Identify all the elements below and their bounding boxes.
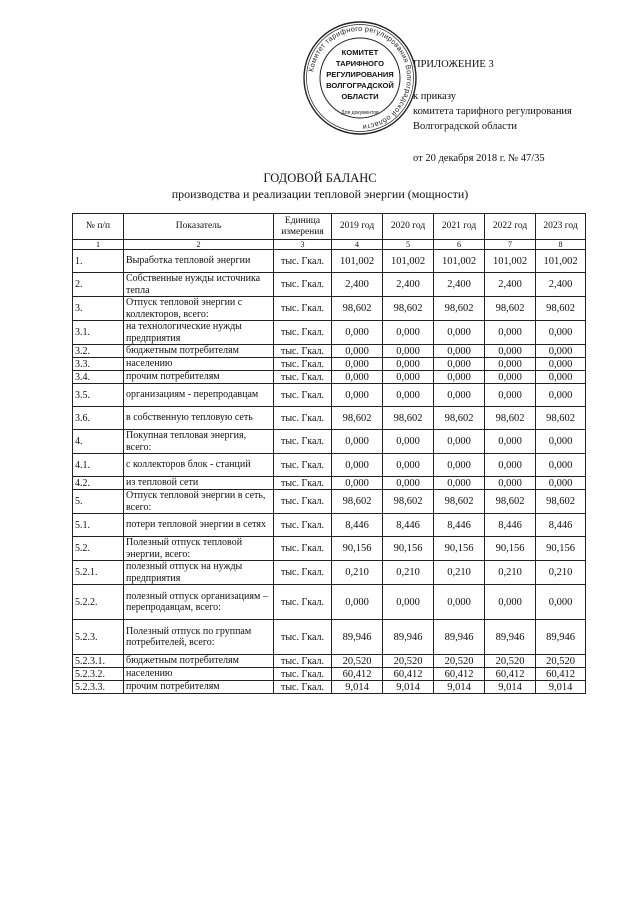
unit-cell: тыс. Гкал. <box>274 430 332 454</box>
value-cell: 90,156 <box>536 537 586 561</box>
value-cell: 0,000 <box>383 454 434 477</box>
stamp-line-5: ОБЛАСТИ <box>341 92 379 101</box>
value-cell: 0,000 <box>434 430 485 454</box>
unit-cell: тыс. Гкал. <box>274 250 332 273</box>
value-cell: 0,000 <box>485 358 536 371</box>
table-row <box>73 250 586 273</box>
value-cell: 0,000 <box>485 321 536 345</box>
row-number: 3.2. <box>73 345 124 358</box>
value-cell: 0,000 <box>536 384 586 407</box>
row-number: 3.3. <box>73 358 124 371</box>
order-reference: к приказу <box>413 91 456 102</box>
row-number: 2. <box>73 273 124 297</box>
row-number: 3.1. <box>73 321 124 345</box>
value-cell: 9,014 <box>383 681 434 694</box>
header-indicator: Показатель <box>124 214 274 240</box>
value-cell: 60,412 <box>383 668 434 681</box>
value-cell: 2,400 <box>536 273 586 297</box>
indicator-name: населению <box>124 358 274 371</box>
table-body <box>73 250 586 694</box>
row-number: 5.2. <box>73 537 124 561</box>
unit-cell: тыс. Гкал. <box>274 454 332 477</box>
indicator-name: полезный отпуск на нужды предприятия <box>124 561 274 585</box>
value-cell: 0,000 <box>485 585 536 620</box>
header-row <box>73 214 586 240</box>
row-number: 3.5. <box>73 384 124 407</box>
value-cell: 8,446 <box>434 514 485 537</box>
value-cell: 60,412 <box>536 668 586 681</box>
row-number: 5.2.1. <box>73 561 124 585</box>
row-number: 5.2.2. <box>73 585 124 620</box>
value-cell: 0,000 <box>536 371 586 384</box>
heat-balance-table <box>72 213 586 694</box>
row-number: 5.2.3.2. <box>73 668 124 681</box>
value-cell: 98,602 <box>332 407 383 430</box>
row-number: 4.2. <box>73 477 124 490</box>
value-cell: 0,000 <box>536 321 586 345</box>
value-cell: 0,000 <box>383 384 434 407</box>
indicator-name: Отпуск тепловой энергии с коллекторов, всего: <box>124 297 274 321</box>
column-number: 3 <box>274 240 332 250</box>
table-row <box>73 585 586 620</box>
value-cell: 9,014 <box>332 681 383 694</box>
value-cell: 98,602 <box>536 407 586 430</box>
document-title <box>0 170 640 202</box>
indicator-name: бюджетным потребителям <box>124 345 274 358</box>
stamp-line-3: РЕГУЛИРОВАНИЯ <box>326 70 394 79</box>
official-stamp <box>302 20 418 136</box>
value-cell: 0,000 <box>485 477 536 490</box>
indicator-name: прочим потребителям <box>124 681 274 694</box>
value-cell: 0,000 <box>485 430 536 454</box>
stamp-bottom-text: Для документов <box>341 110 379 116</box>
table-row <box>73 273 586 297</box>
unit-cell: тыс. Гкал. <box>274 477 332 490</box>
indicator-name: прочим потребителям <box>124 371 274 384</box>
unit-cell: тыс. Гкал. <box>274 345 332 358</box>
table-row <box>73 430 586 454</box>
row-number: 5. <box>73 490 124 514</box>
value-cell: 0,000 <box>434 454 485 477</box>
value-cell: 2,400 <box>383 273 434 297</box>
value-cell: 0,000 <box>485 384 536 407</box>
stamp-line-1: КОМИТЕТ <box>341 48 379 57</box>
row-number: 5.2.3.3. <box>73 681 124 694</box>
value-cell: 0,210 <box>536 561 586 585</box>
stamp-ring-text: Комитет тарифного регулирования Волгоградской области <box>306 23 415 132</box>
value-cell: 2,400 <box>332 273 383 297</box>
value-cell: 0,000 <box>383 477 434 490</box>
value-cell: 0,000 <box>434 358 485 371</box>
value-cell: 0,000 <box>485 371 536 384</box>
unit-cell: тыс. Гкал. <box>274 384 332 407</box>
unit-cell: тыс. Гкал. <box>274 407 332 430</box>
table-row <box>73 561 586 585</box>
value-cell: 0,000 <box>536 358 586 371</box>
row-number: 1. <box>73 250 124 273</box>
value-cell: 0,000 <box>434 477 485 490</box>
value-cell: 0,000 <box>383 345 434 358</box>
table-row <box>73 668 586 681</box>
committee-name: комитета тарифного регулирования <box>413 106 572 117</box>
title-line-1: ГОДОВОЙ БАЛАНС <box>263 171 377 185</box>
unit-cell: тыс. Гкал. <box>274 561 332 585</box>
row-number: 3. <box>73 297 124 321</box>
header-year-2023: 2023 год <box>536 214 586 240</box>
indicator-name: Полезный отпуск по группам потребителей, всего: <box>124 620 274 655</box>
value-cell: 0,000 <box>536 585 586 620</box>
stamp-line-4: ВОЛГОГРАДСКОЙ <box>326 81 394 90</box>
value-cell: 0,000 <box>536 454 586 477</box>
value-cell: 9,014 <box>485 681 536 694</box>
value-cell: 0,210 <box>434 561 485 585</box>
table-row <box>73 358 586 371</box>
table-row <box>73 490 586 514</box>
unit-cell: тыс. Гкал. <box>274 321 332 345</box>
column-number: 6 <box>434 240 485 250</box>
indicator-name: Собственные нужды источника тепла <box>124 273 274 297</box>
value-cell: 0,210 <box>485 561 536 585</box>
unit-cell: тыс. Гкал. <box>274 537 332 561</box>
unit-cell: тыс. Гкал. <box>274 297 332 321</box>
value-cell: 98,602 <box>485 407 536 430</box>
value-cell: 0,000 <box>536 430 586 454</box>
value-cell: 98,602 <box>485 490 536 514</box>
value-cell: 0,000 <box>332 345 383 358</box>
value-cell: 98,602 <box>383 490 434 514</box>
appendix-label: ПРИЛОЖЕНИЕ 3 <box>413 59 494 70</box>
value-cell: 0,000 <box>332 430 383 454</box>
value-cell: 0,000 <box>485 454 536 477</box>
table-row <box>73 655 586 668</box>
value-cell: 90,156 <box>383 537 434 561</box>
value-cell: 90,156 <box>485 537 536 561</box>
table-row <box>73 321 586 345</box>
title-line-2: производства и реализации тепловой энергии (мощности) <box>171 187 469 201</box>
value-cell: 0,000 <box>332 358 383 371</box>
unit-cell: тыс. Гкал. <box>274 371 332 384</box>
unit-cell: тыс. Гкал. <box>274 585 332 620</box>
value-cell: 0,000 <box>383 430 434 454</box>
approval-block <box>413 57 613 166</box>
indicator-name: населению <box>124 668 274 681</box>
value-cell: 98,602 <box>536 297 586 321</box>
column-number: 8 <box>536 240 586 250</box>
value-cell: 89,946 <box>485 620 536 655</box>
value-cell: 8,446 <box>536 514 586 537</box>
value-cell: 20,520 <box>485 655 536 668</box>
value-cell: 0,000 <box>485 345 536 358</box>
unit-cell: тыс. Гкал. <box>274 273 332 297</box>
value-cell: 98,602 <box>536 490 586 514</box>
table-row <box>73 407 586 430</box>
stamp-line-2: ТАРИФНОГО <box>335 59 385 68</box>
value-cell: 0,000 <box>332 371 383 384</box>
column-number-row <box>73 240 586 250</box>
row-number: 3.6. <box>73 407 124 430</box>
value-cell: 0,000 <box>383 321 434 345</box>
header-year-2021: 2021 год <box>434 214 485 240</box>
value-cell: 98,602 <box>485 297 536 321</box>
row-number: 3.4. <box>73 371 124 384</box>
header-unit: Единица измерения <box>274 214 332 240</box>
value-cell: 98,602 <box>332 297 383 321</box>
indicator-name: из тепловой сети <box>124 477 274 490</box>
unit-cell: тыс. Гкал. <box>274 490 332 514</box>
value-cell: 0,000 <box>332 321 383 345</box>
column-number: 2 <box>124 240 274 250</box>
value-cell: 98,602 <box>332 490 383 514</box>
value-cell: 0,000 <box>434 345 485 358</box>
value-cell: 89,946 <box>536 620 586 655</box>
value-cell: 0,000 <box>383 358 434 371</box>
value-cell: 98,602 <box>383 407 434 430</box>
indicator-name: организациям - перепродавцам <box>124 384 274 407</box>
indicator-name: на технологические нужды предприятия <box>124 321 274 345</box>
unit-cell: тыс. Гкал. <box>274 514 332 537</box>
indicator-name: с коллекторов блок - станций <box>124 454 274 477</box>
unit-cell: тыс. Гкал. <box>274 358 332 371</box>
indicator-name: в собственную тепловую сеть <box>124 407 274 430</box>
value-cell: 9,014 <box>434 681 485 694</box>
value-cell: 101,002 <box>536 250 586 273</box>
table-row <box>73 537 586 561</box>
value-cell: 101,002 <box>485 250 536 273</box>
value-cell: 60,412 <box>485 668 536 681</box>
table-row <box>73 681 586 694</box>
order-date-number: от 20 декабря 2018 г. № 47/35 <box>413 153 545 164</box>
unit-cell: тыс. Гкал. <box>274 620 332 655</box>
indicator-name: Покупная тепловая энергия, всего: <box>124 430 274 454</box>
table-row <box>73 297 586 321</box>
indicator-name: полезный отпуск организациям – перепродавцам, всего: <box>124 585 274 620</box>
region-name: Волгоградской области <box>413 121 518 132</box>
value-cell: 0,210 <box>332 561 383 585</box>
table-row <box>73 345 586 358</box>
value-cell: 0,000 <box>434 585 485 620</box>
value-cell: 2,400 <box>434 273 485 297</box>
value-cell: 0,000 <box>536 477 586 490</box>
value-cell: 20,520 <box>434 655 485 668</box>
value-cell: 0,000 <box>434 371 485 384</box>
header-year-2019: 2019 год <box>332 214 383 240</box>
value-cell: 89,946 <box>383 620 434 655</box>
indicator-name: Отпуск тепловой энергии в сеть, всего: <box>124 490 274 514</box>
value-cell: 98,602 <box>383 297 434 321</box>
column-number: 7 <box>485 240 536 250</box>
value-cell: 0,000 <box>434 384 485 407</box>
row-number: 5.1. <box>73 514 124 537</box>
value-cell: 8,446 <box>332 514 383 537</box>
indicator-name: Выработка тепловой энергии <box>124 250 274 273</box>
value-cell: 0,000 <box>332 454 383 477</box>
value-cell: 20,520 <box>332 655 383 668</box>
header-year-2022: 2022 год <box>485 214 536 240</box>
table-row <box>73 620 586 655</box>
row-number: 4.1. <box>73 454 124 477</box>
value-cell: 90,156 <box>332 537 383 561</box>
unit-cell: тыс. Гкал. <box>274 681 332 694</box>
value-cell: 60,412 <box>434 668 485 681</box>
table-row <box>73 384 586 407</box>
row-number: 5.2.3. <box>73 620 124 655</box>
value-cell: 0,000 <box>434 321 485 345</box>
row-number: 4. <box>73 430 124 454</box>
row-number: 5.2.3.1. <box>73 655 124 668</box>
value-cell: 101,002 <box>383 250 434 273</box>
value-cell: 2,400 <box>485 273 536 297</box>
header-row-number: № п/п <box>73 214 124 240</box>
value-cell: 0,000 <box>332 585 383 620</box>
table-row <box>73 454 586 477</box>
column-number: 1 <box>73 240 124 250</box>
value-cell: 0,000 <box>383 585 434 620</box>
value-cell: 89,946 <box>332 620 383 655</box>
value-cell: 98,602 <box>434 407 485 430</box>
unit-cell: тыс. Гкал. <box>274 668 332 681</box>
value-cell: 20,520 <box>383 655 434 668</box>
table-row <box>73 477 586 490</box>
table-header <box>73 214 586 250</box>
value-cell: 101,002 <box>434 250 485 273</box>
value-cell: 0,000 <box>332 477 383 490</box>
value-cell: 60,412 <box>332 668 383 681</box>
unit-cell: тыс. Гкал. <box>274 655 332 668</box>
value-cell: 9,014 <box>536 681 586 694</box>
column-number: 4 <box>332 240 383 250</box>
value-cell: 98,602 <box>434 490 485 514</box>
indicator-name: потери тепловой энергии в сетях <box>124 514 274 537</box>
indicator-name: Полезный отпуск тепловой энергии, всего: <box>124 537 274 561</box>
value-cell: 101,002 <box>332 250 383 273</box>
value-cell: 8,446 <box>383 514 434 537</box>
column-number: 5 <box>383 240 434 250</box>
value-cell: 98,602 <box>434 297 485 321</box>
indicator-name: бюджетным потребителям <box>124 655 274 668</box>
value-cell: 8,446 <box>485 514 536 537</box>
table-row <box>73 371 586 384</box>
value-cell: 20,520 <box>536 655 586 668</box>
value-cell: 0,000 <box>536 345 586 358</box>
value-cell: 89,946 <box>434 620 485 655</box>
table-row <box>73 514 586 537</box>
value-cell: 0,210 <box>383 561 434 585</box>
value-cell: 90,156 <box>434 537 485 561</box>
value-cell: 0,000 <box>383 371 434 384</box>
header-year-2020: 2020 год <box>383 214 434 240</box>
value-cell: 0,000 <box>332 384 383 407</box>
